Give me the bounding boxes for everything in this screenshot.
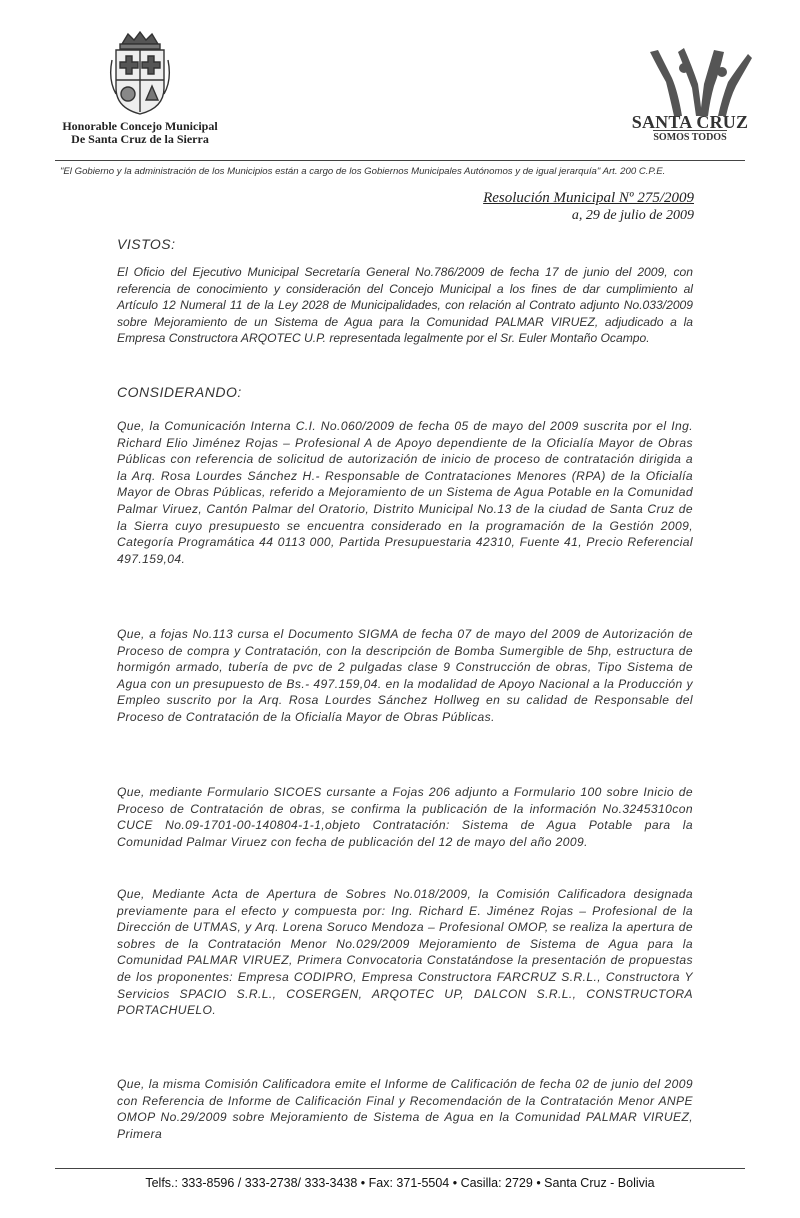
considerando-paragraph-2: Que, a fojas No.113 cursa el Documento SIGMA de fecha 07 de mayo del 2009 de Autorización de Proceso de compra y Contratación, con la descripción de Bomba Sumergible de 5hp, estructura de hormigón armado, tubería de pvc de 2 pulgadas clase 9 Construcción de obras, Tipo Sistema de Agua con un presupuesto de Bs.- 497.159,04. en la modalidad de Apoyo Nacional a la Producción y Empleo suscrito por la Arq. Rosa Lourdes Sánchez Hollweg en su calidad de Responsable del Proceso de Contratación de la Oficialía Mayor de Obras Públicas. (117, 627, 693, 724)
coat-of-arms-emblem (108, 30, 172, 116)
considerando-paragraph-4: Que, Mediante Acta de Apertura de Sobres No.018/2009, la Comisión Calificadora designada previamente para el efecto y compuesta por: Ing. Richard E. Jiménez Rojas – Profesional de la Dirección de UTMAS, y Arq. Lorena Soruco Mendoza – Profesional OMOP, se realiza la apertura de sobres de la Contratación Menor No.029/2009 Mejoramiento de Sistema de Agua para la Comunidad PALMAR VIRUEZ, Primera Convocatoria Constatándose la presentación de propuestas de los proponentes: Empresa CODIPRO, Empresa Constructora FARCRUZ S.R.L., Constructora Y Servicios SPACIO S.R.L., COSERGEN, ARQOTEC UP, DALCON S.R.L., CONSTRUCTORA PORTACHUELO. (117, 887, 693, 1018)
org-line-2: De Santa Cruz de la Sierra (71, 132, 209, 146)
logo-word-santa: SANTA (631, 112, 693, 132)
considerando-paragraph-3: Que, mediante Formulario SICOES cursante a Fojas 206 adjunto a Formulario 100 sobre Inicio de Proceso de Contratación de obras, se confirma la publicación de la información No.3245310con CUCE No.09-1701-00-140804-1-1,objeto Contratación: Sistema de Agua Potable para la Comunidad Palmar Viruez con fecha de publicación del 12 de mayo del año 2009. (117, 785, 693, 849)
resolution-number: Resolución Municipal Nº 275/2009 (483, 190, 694, 206)
footer-rule (55, 1168, 745, 1169)
vistos-paragraph: El Oficio del Ejecutivo Municipal Secretaría General No.786/2009 de fecha 17 de junio del 2009, con referencia de conocimiento y consideración del Concejo Municipal a los fines de dar cumplimiento al Artículo 12 Numeral 11 de la Ley 2028 de Municipalidades, con relación al Contrato adjunto No.033/2009 sobre Mejoramiento de un Sistema de Agua para la Comunidad PALMAR VIRUEZ, adjudicado a la Empresa Constructora ARQOTEC U.P. representada legalmente por el Sr. Euler Montaño Ocampo. (117, 265, 693, 346)
santa-cruz-logo-figures (636, 48, 752, 118)
organization-name (40, 120, 240, 146)
logo-word-cruz: CRUZ (696, 112, 749, 132)
resolution-date: a, 29 de julio de 2009 (571, 208, 694, 223)
org-line-1: Honorable Concejo Municipal (62, 119, 218, 133)
considerando-paragraph-5: Que, la misma Comisión Calificadora emite el Informe de Calificación de fecha 02 de junio del 2009 con Referencia de Informe de Calificación Final y Recomendación de la Contratación Menor ANPE OMOP No.29/2009 sobre Mejoramiento de Sistema de Agua en la Comunidad PALMAR VIRUEZ, Primera (117, 1077, 693, 1141)
constitution-quote: "El Gobierno y la administración de los Municipios están a cargo de los Gobiernos Municipales Autónomos y de igual jerarquía" Art. 200 C.P.E. (60, 166, 666, 177)
header-rule (55, 160, 745, 161)
logo-slogan (622, 132, 758, 143)
logo-slogan-text: SOMOS TODOS (653, 132, 727, 143)
considerando-paragraph-1: Que, la Comunicación Interna C.I. No.060/2009 de fecha 05 de mayo del 2009 suscrita por el Ing. Richard Elio Jiménez Rojas – Profesional A de Apoyo dependiente de la Oficialía Mayor de Obras Públicas con referencia de solicitud de autorización de inicio de proceso de contratación dirigida a la Arq. Rosa Lourdes Sánchez H.- Responsable de Contrataciones Menores (RPA) de la Oficialía Mayor de Obras Públicas, referido a Mejoramiento de un Sistema de Agua Potable en la Comunidad Palmar Viruez, Cantón Palmar del Oratorio, Distrito Municipal No.13 de la ciudad de Santa Cruz de la Sierra cuyo presupuesto se encuentra considerado en la programación de la Gestión 2009, Categoría Programática 44 0113 000, Partida Presupuestaria 42310, Fuente 41, Precio Referencial 497.159,04. (117, 419, 693, 566)
footer-contact: Telfs.: 333-8596 / 333-2738/ 333-3438 • Fax: 371-5504 • Casilla: 2729 • Santa Cruz - Bolivia (145, 1176, 655, 1190)
considerando-heading: CONSIDERANDO: (117, 384, 242, 400)
vistos-heading: VISTOS: (117, 236, 176, 252)
